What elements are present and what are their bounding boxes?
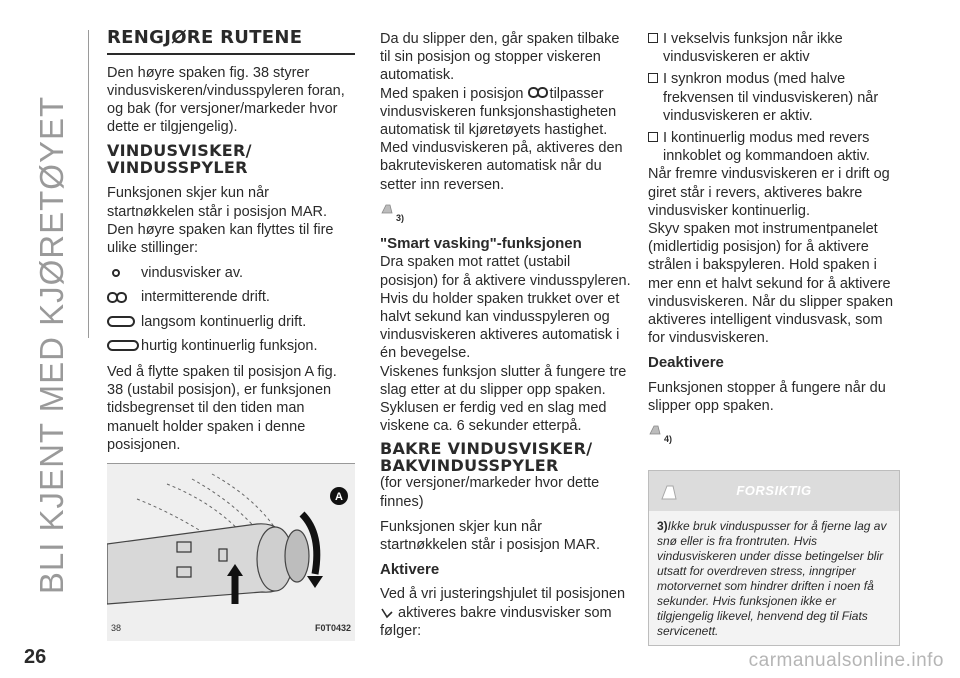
- rear-wiper-icon: [380, 606, 394, 620]
- list-item: I synkron modus (med halve frekvensen til vindusviskeren) når vindusviskeren er aktiv.: [648, 70, 900, 125]
- rear-note: (for versjoner/markeder hvor dette finnes): [380, 475, 600, 510]
- intermittent-icon: [528, 85, 546, 103]
- paragraph: Funksjonen stopper å fungere når du slipper opp spaken.: [648, 379, 886, 414]
- list-item: I kontinuerlig modus med revers innkoblet og kommandoen aktiv.: [648, 129, 900, 165]
- warning-reference: 3): [380, 201, 632, 227]
- caution-title: FORSIKTIG: [736, 483, 812, 499]
- paragraph: Funksjonen skjer kun når startnøkkelen står i posisjon MAR.: [107, 185, 327, 220]
- subsection-heading: VINDUSVISKER/ VINDUSSPYLER: [107, 141, 252, 177]
- checkbox-icon: [648, 73, 658, 83]
- figure-38: [107, 463, 355, 641]
- section-title: RENGJØRE RUTENE: [107, 30, 355, 55]
- position-off: vindusvisker av.: [107, 264, 355, 282]
- column-3: [648, 30, 900, 646]
- paragraph: Funksjonen skjer kun når startnøkkelen står i posisjon MAR.: [380, 518, 600, 553]
- caution-header: [649, 471, 899, 511]
- column-1: [107, 27, 355, 641]
- position-fast: hurtig kontinuerlig funksjon.: [107, 337, 355, 355]
- smart-wash-heading: "Smart vasking"-funksjonen: [380, 235, 582, 253]
- paragraph: Ved å vri justeringshjulet til posisjonen aktiveres bakre vindusvisker som følger:: [380, 586, 626, 639]
- side-divider: [88, 30, 89, 338]
- caution-box: [648, 470, 900, 646]
- off-dot-icon: [107, 269, 141, 277]
- deactivate-heading: Deaktivere: [648, 354, 724, 372]
- page-number: 26: [24, 646, 47, 668]
- list-item: I vekselvis funksjon når ikke vindusviskeren er aktiv: [648, 30, 900, 66]
- figure-caption: 38: [111, 622, 122, 633]
- intermittent-icon: [107, 292, 141, 303]
- paragraph: Syklusen er ferdig ved en slag med viskene ca. 6 sekunder etterpå.: [380, 399, 607, 435]
- hand-warning-icon: [380, 201, 394, 215]
- figure-code: F0T0432: [314, 622, 351, 633]
- watermark: carmanualsonline.info: [748, 650, 944, 671]
- wiper-stalk-illustration: [107, 464, 355, 624]
- paragraph: Ved å flytte spaken til posisjon A fig. 38 (ustabil posisjon), er funksjonen tidsbegrenset til den tiden man manuelt holder spaken i denne posisjonen.: [107, 363, 337, 453]
- paragraph: Da du slipper den, går spaken tilbake til sin posisjon og stopper viskeren automatisk.: [380, 31, 620, 84]
- intro-paragraph: Den høyre spaken fig. 38 styrer vindusviskeren/vindusspyleren foran, og bak (for versjoner/markeder hvor dette er tilgjengelig).: [107, 64, 345, 136]
- paragraph: Med vindusviskeren på, aktiveres den bakruteviskeren automatisk når du setter inn reversen.: [380, 140, 623, 193]
- rear-wiper-heading: BAKRE VINDUSVISKER/ BAKVINDUSSPYLER: [380, 439, 593, 475]
- position-slow: langsom kontinuerlig drift.: [107, 313, 355, 331]
- activate-heading: Aktivere: [380, 561, 440, 579]
- caution-text: 3)Ikke bruk vinduspusser for å fjerne lag av snø eller is fra frontruten. Hvis vindusviskeren under disse betingelser blir utsatt for overdreven stress, inngriper motorvernet som hindrer driften i noen få sekunder. Hvis funksjonen ikke er tilgjengelig likevel, henvend deg til Fiats servicenett.: [657, 519, 887, 639]
- checkbox-icon: [648, 33, 658, 43]
- paragraph: Med spaken i posisjon tilpasser vindusviskeren funksjonshastigheten automatisk til kjøretøyets hastighet.: [380, 85, 617, 139]
- hand-warning-icon: [648, 422, 662, 436]
- warning-reference: 4): [648, 422, 900, 448]
- paragraph: Den høyre spaken kan flyttes til fire ulike stillinger:: [107, 221, 334, 256]
- paragraph: Når fremre vindusviskeren er i drift og giret står i revers, aktiveres bakre vindusvisker kontinuerlig.: [648, 166, 890, 219]
- paragraph: Skyv spaken mot instrumentpanelet (midlertidig posisjon) for å aktivere strålen i bakspyleren. Hold spaken i mer enn et halvt sekund for å aktivere vindusviskeren. Når du slipper spaken aktiveres intelligent vindusvask, som for vindusviskeren.: [648, 221, 894, 347]
- slow-continuous-icon: [107, 316, 141, 327]
- hand-warning-icon: [659, 480, 679, 502]
- figure-label-a: A: [335, 490, 343, 503]
- paragraph: Viskenes funksjon slutter å fungere tre slag etter at du slipper opp spaken.: [380, 363, 627, 398]
- paragraph: Hvis du holder spaken trukket over et halvt sekund kan vindusspyleren og vindusviskeren aktiveres automatisk i én bevegelse.: [380, 290, 620, 362]
- fast-continuous-icon: [107, 340, 141, 351]
- position-intermittent: intermitterende drift.: [107, 288, 355, 306]
- checkbox-icon: [648, 132, 658, 142]
- paragraph: Dra spaken mot rattet (ustabil posisjon) for å aktivere vindusspyleren.: [380, 254, 631, 289]
- column-2: [380, 30, 632, 647]
